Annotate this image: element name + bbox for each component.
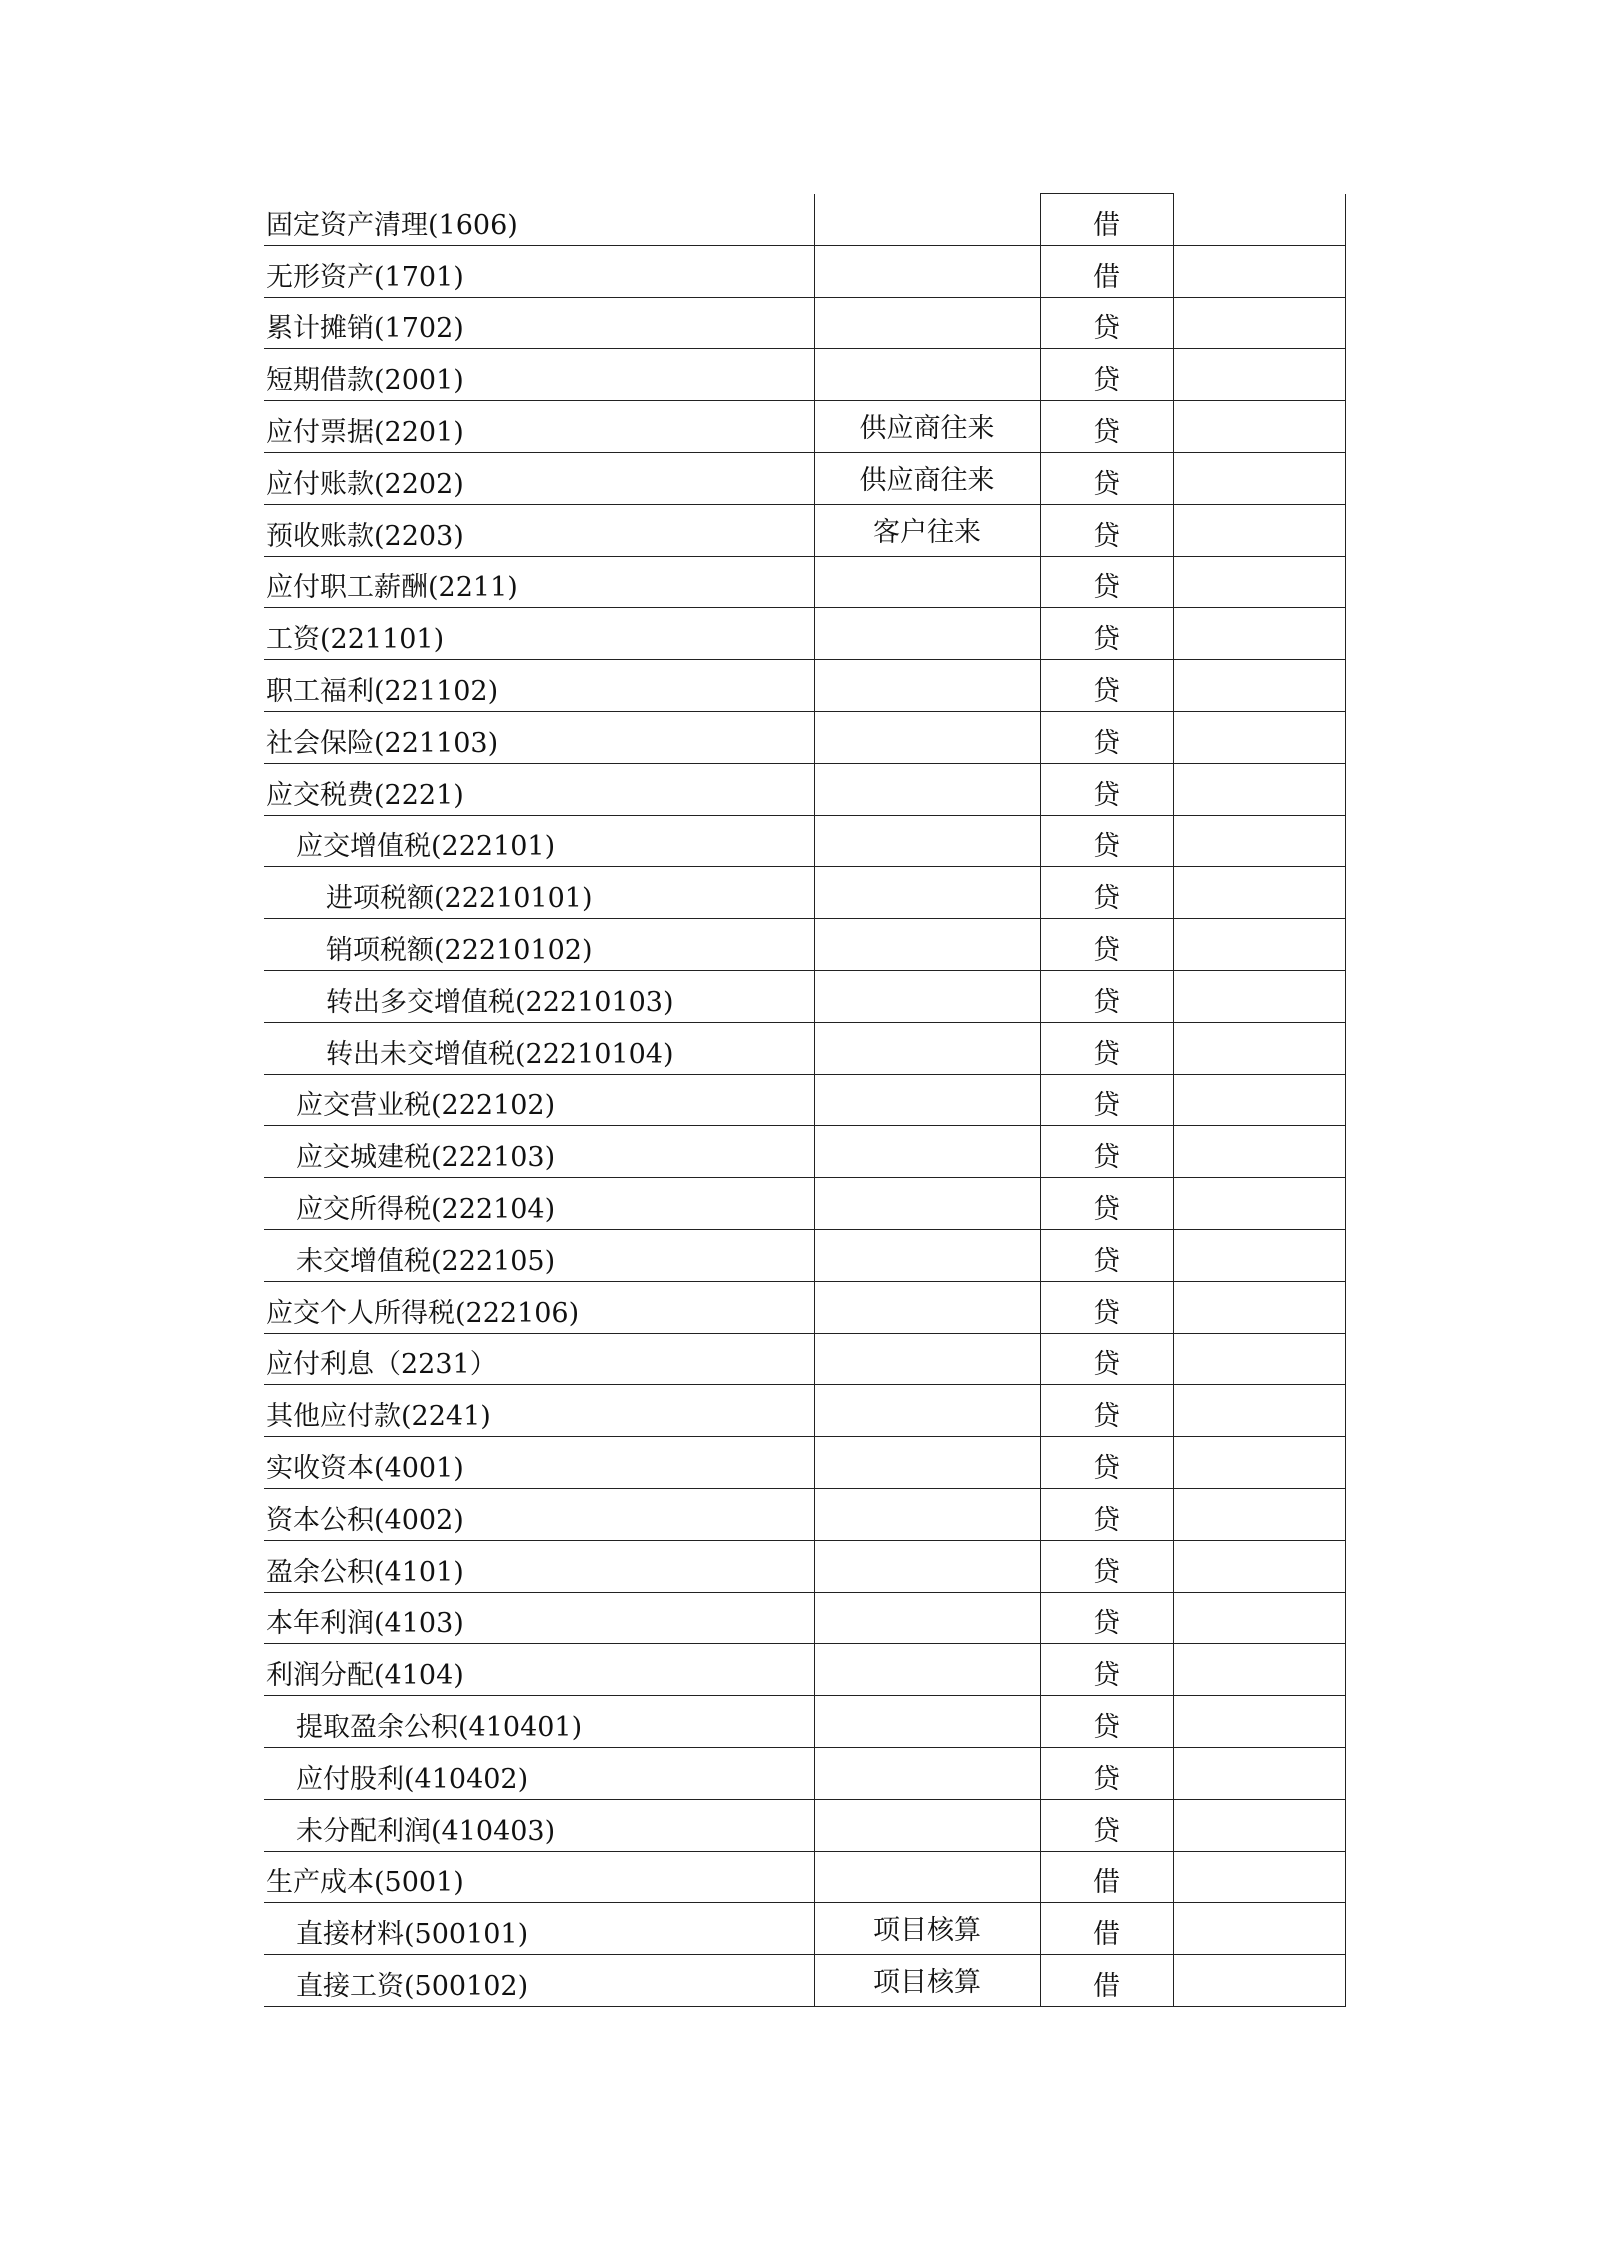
account-name-cell: 职工福利(221102) — [264, 660, 814, 712]
account-name-cell: 应交所得税(222104) — [264, 1178, 814, 1230]
account-name-cell: 生产成本(5001) — [264, 1851, 814, 1903]
account-name-cell: 直接材料(500101) — [264, 1903, 814, 1955]
account-name-cell: 实收资本(4001) — [264, 1437, 814, 1489]
table-row — [264, 1851, 1345, 1903]
balance-direction-cell: 贷 — [1040, 504, 1173, 556]
table-row — [264, 660, 1345, 712]
account-name-cell: 短期借款(2001) — [264, 349, 814, 401]
balance-direction-cell: 贷 — [1040, 556, 1173, 608]
account-table-container — [264, 193, 1345, 2007]
table-row — [264, 1488, 1345, 1540]
auxiliary-accounting-cell: 客户往来 — [814, 504, 1040, 556]
auxiliary-accounting-cell — [814, 556, 1040, 608]
auxiliary-accounting-cell — [814, 245, 1040, 297]
balance-direction-cell: 贷 — [1040, 867, 1173, 919]
auxiliary-accounting-cell — [814, 1229, 1040, 1281]
table-row — [264, 815, 1345, 867]
balance-cell — [1173, 1903, 1345, 1955]
table-row — [264, 1229, 1345, 1281]
balance-direction-cell: 贷 — [1040, 1074, 1173, 1126]
auxiliary-accounting-cell: 供应商往来 — [814, 452, 1040, 504]
balance-cell — [1173, 1851, 1345, 1903]
account-table — [264, 193, 1346, 2007]
auxiliary-accounting-cell — [814, 1126, 1040, 1178]
balance-direction-cell: 贷 — [1040, 452, 1173, 504]
account-name-cell: 应交税费(2221) — [264, 763, 814, 815]
balance-cell — [1173, 919, 1345, 971]
auxiliary-accounting-cell — [814, 1799, 1040, 1851]
balance-direction-cell: 贷 — [1040, 1178, 1173, 1230]
table-row — [264, 1903, 1345, 1955]
auxiliary-accounting-cell — [814, 1281, 1040, 1333]
balance-cell — [1173, 1385, 1345, 1437]
balance-cell — [1173, 504, 1345, 556]
auxiliary-accounting-cell — [814, 297, 1040, 349]
table-row — [264, 919, 1345, 971]
balance-direction-cell: 借 — [1040, 1903, 1173, 1955]
auxiliary-accounting-cell — [814, 867, 1040, 919]
auxiliary-accounting-cell: 项目核算 — [814, 1903, 1040, 1955]
balance-cell — [1173, 660, 1345, 712]
account-name-cell: 未交增值税(222105) — [264, 1229, 814, 1281]
table-row — [264, 194, 1345, 246]
table-row — [264, 1955, 1345, 2007]
balance-cell — [1173, 867, 1345, 919]
auxiliary-accounting-cell — [814, 1022, 1040, 1074]
balance-cell — [1173, 194, 1345, 246]
table-row — [264, 504, 1345, 556]
auxiliary-accounting-cell — [814, 660, 1040, 712]
table-row — [264, 401, 1345, 453]
balance-cell — [1173, 1799, 1345, 1851]
auxiliary-accounting-cell — [814, 194, 1040, 246]
balance-cell — [1173, 1540, 1345, 1592]
balance-cell — [1173, 297, 1345, 349]
balance-direction-cell: 贷 — [1040, 1229, 1173, 1281]
balance-direction-cell: 贷 — [1040, 1592, 1173, 1644]
auxiliary-accounting-cell — [814, 1074, 1040, 1126]
account-name-cell: 应交增值税(222101) — [264, 815, 814, 867]
auxiliary-accounting-cell — [814, 608, 1040, 660]
auxiliary-accounting-cell — [814, 919, 1040, 971]
account-name-cell: 无形资产(1701) — [264, 245, 814, 297]
balance-direction-cell: 贷 — [1040, 970, 1173, 1022]
table-row — [264, 1281, 1345, 1333]
table-row — [264, 245, 1345, 297]
table-row — [264, 349, 1345, 401]
account-name-cell: 应付利息（2231） — [264, 1333, 814, 1385]
balance-direction-cell: 借 — [1040, 1851, 1173, 1903]
auxiliary-accounting-cell — [814, 349, 1040, 401]
balance-cell — [1173, 452, 1345, 504]
account-name-cell: 资本公积(4002) — [264, 1488, 814, 1540]
balance-cell — [1173, 1333, 1345, 1385]
auxiliary-accounting-cell — [814, 1488, 1040, 1540]
account-name-cell: 累计摊销(1702) — [264, 297, 814, 349]
account-name-cell: 应付账款(2202) — [264, 452, 814, 504]
account-table-body — [264, 194, 1345, 2007]
auxiliary-accounting-cell — [814, 1333, 1040, 1385]
balance-direction-cell: 借 — [1040, 245, 1173, 297]
account-name-cell: 应交城建税(222103) — [264, 1126, 814, 1178]
balance-cell — [1173, 1592, 1345, 1644]
table-row — [264, 763, 1345, 815]
balance-cell — [1173, 1281, 1345, 1333]
table-row — [264, 297, 1345, 349]
balance-cell — [1173, 1644, 1345, 1696]
balance-cell — [1173, 1747, 1345, 1799]
table-row — [264, 608, 1345, 660]
auxiliary-accounting-cell — [814, 711, 1040, 763]
balance-cell — [1173, 815, 1345, 867]
balance-cell — [1173, 1696, 1345, 1748]
auxiliary-accounting-cell — [814, 763, 1040, 815]
balance-cell — [1173, 349, 1345, 401]
balance-direction-cell: 借 — [1040, 1955, 1173, 2007]
table-row — [264, 1126, 1345, 1178]
balance-cell — [1173, 401, 1345, 453]
table-row — [264, 556, 1345, 608]
table-row — [264, 867, 1345, 919]
balance-cell — [1173, 970, 1345, 1022]
account-name-cell: 工资(221101) — [264, 608, 814, 660]
account-name-cell: 销项税额(22210102) — [264, 919, 814, 971]
table-row — [264, 1799, 1345, 1851]
balance-direction-cell: 贷 — [1040, 349, 1173, 401]
account-name-cell: 固定资产清理(1606) — [264, 194, 814, 246]
account-name-cell: 应付票据(2201) — [264, 401, 814, 453]
balance-cell — [1173, 245, 1345, 297]
account-name-cell: 转出多交增值税(22210103) — [264, 970, 814, 1022]
balance-direction-cell: 贷 — [1040, 815, 1173, 867]
table-row — [264, 1644, 1345, 1696]
table-row — [264, 1747, 1345, 1799]
balance-direction-cell: 贷 — [1040, 919, 1173, 971]
balance-cell — [1173, 1178, 1345, 1230]
account-name-cell: 利润分配(4104) — [264, 1644, 814, 1696]
balance-direction-cell: 借 — [1040, 194, 1173, 246]
balance-direction-cell: 贷 — [1040, 1126, 1173, 1178]
balance-direction-cell: 贷 — [1040, 1747, 1173, 1799]
table-row — [264, 1540, 1345, 1592]
auxiliary-accounting-cell — [814, 970, 1040, 1022]
auxiliary-accounting-cell: 供应商往来 — [814, 401, 1040, 453]
account-name-cell: 本年利润(4103) — [264, 1592, 814, 1644]
auxiliary-accounting-cell — [814, 1592, 1040, 1644]
account-name-cell: 预收账款(2203) — [264, 504, 814, 556]
balance-direction-cell: 贷 — [1040, 1385, 1173, 1437]
balance-cell — [1173, 763, 1345, 815]
table-row — [264, 1385, 1345, 1437]
balance-direction-cell: 贷 — [1040, 1281, 1173, 1333]
auxiliary-accounting-cell — [814, 1437, 1040, 1489]
balance-direction-cell: 贷 — [1040, 401, 1173, 453]
account-name-cell: 未分配利润(410403) — [264, 1799, 814, 1851]
account-name-cell: 其他应付款(2241) — [264, 1385, 814, 1437]
balance-cell — [1173, 1126, 1345, 1178]
balance-cell — [1173, 608, 1345, 660]
account-name-cell: 提取盈余公积(410401) — [264, 1696, 814, 1748]
account-name-cell: 盈余公积(4101) — [264, 1540, 814, 1592]
table-row — [264, 1696, 1345, 1748]
account-name-cell: 应付职工薪酬(2211) — [264, 556, 814, 608]
balance-cell — [1173, 556, 1345, 608]
balance-direction-cell: 贷 — [1040, 1540, 1173, 1592]
account-name-cell: 直接工资(500102) — [264, 1955, 814, 2007]
auxiliary-accounting-cell — [814, 1540, 1040, 1592]
balance-direction-cell: 贷 — [1040, 297, 1173, 349]
balance-direction-cell: 贷 — [1040, 608, 1173, 660]
auxiliary-accounting-cell — [814, 1385, 1040, 1437]
auxiliary-accounting-cell — [814, 815, 1040, 867]
table-row — [264, 1178, 1345, 1230]
auxiliary-accounting-cell — [814, 1644, 1040, 1696]
balance-cell — [1173, 1022, 1345, 1074]
account-name-cell: 社会保险(221103) — [264, 711, 814, 763]
balance-cell — [1173, 1488, 1345, 1540]
balance-direction-cell: 贷 — [1040, 1644, 1173, 1696]
balance-direction-cell: 贷 — [1040, 711, 1173, 763]
auxiliary-accounting-cell — [814, 1747, 1040, 1799]
table-row — [264, 452, 1345, 504]
account-name-cell: 应付股利(410402) — [264, 1747, 814, 1799]
balance-direction-cell: 贷 — [1040, 1333, 1173, 1385]
balance-cell — [1173, 1074, 1345, 1126]
auxiliary-accounting-cell — [814, 1851, 1040, 1903]
balance-direction-cell: 贷 — [1040, 1696, 1173, 1748]
balance-cell — [1173, 711, 1345, 763]
table-row — [264, 1437, 1345, 1489]
balance-cell — [1173, 1229, 1345, 1281]
account-name-cell: 进项税额(22210101) — [264, 867, 814, 919]
table-row — [264, 711, 1345, 763]
balance-direction-cell: 贷 — [1040, 1437, 1173, 1489]
balance-cell — [1173, 1437, 1345, 1489]
balance-direction-cell: 贷 — [1040, 763, 1173, 815]
balance-direction-cell: 贷 — [1040, 1488, 1173, 1540]
balance-direction-cell: 贷 — [1040, 1799, 1173, 1851]
balance-cell — [1173, 1955, 1345, 2007]
auxiliary-accounting-cell — [814, 1178, 1040, 1230]
table-row — [264, 1592, 1345, 1644]
auxiliary-accounting-cell: 项目核算 — [814, 1955, 1040, 2007]
table-row — [264, 970, 1345, 1022]
balance-direction-cell: 贷 — [1040, 660, 1173, 712]
balance-direction-cell: 贷 — [1040, 1022, 1173, 1074]
account-name-cell: 应交个人所得税(222106) — [264, 1281, 814, 1333]
table-row — [264, 1074, 1345, 1126]
table-row — [264, 1022, 1345, 1074]
account-name-cell: 转出未交增值税(22210104) — [264, 1022, 814, 1074]
table-row — [264, 1333, 1345, 1385]
account-name-cell: 应交营业税(222102) — [264, 1074, 814, 1126]
auxiliary-accounting-cell — [814, 1696, 1040, 1748]
